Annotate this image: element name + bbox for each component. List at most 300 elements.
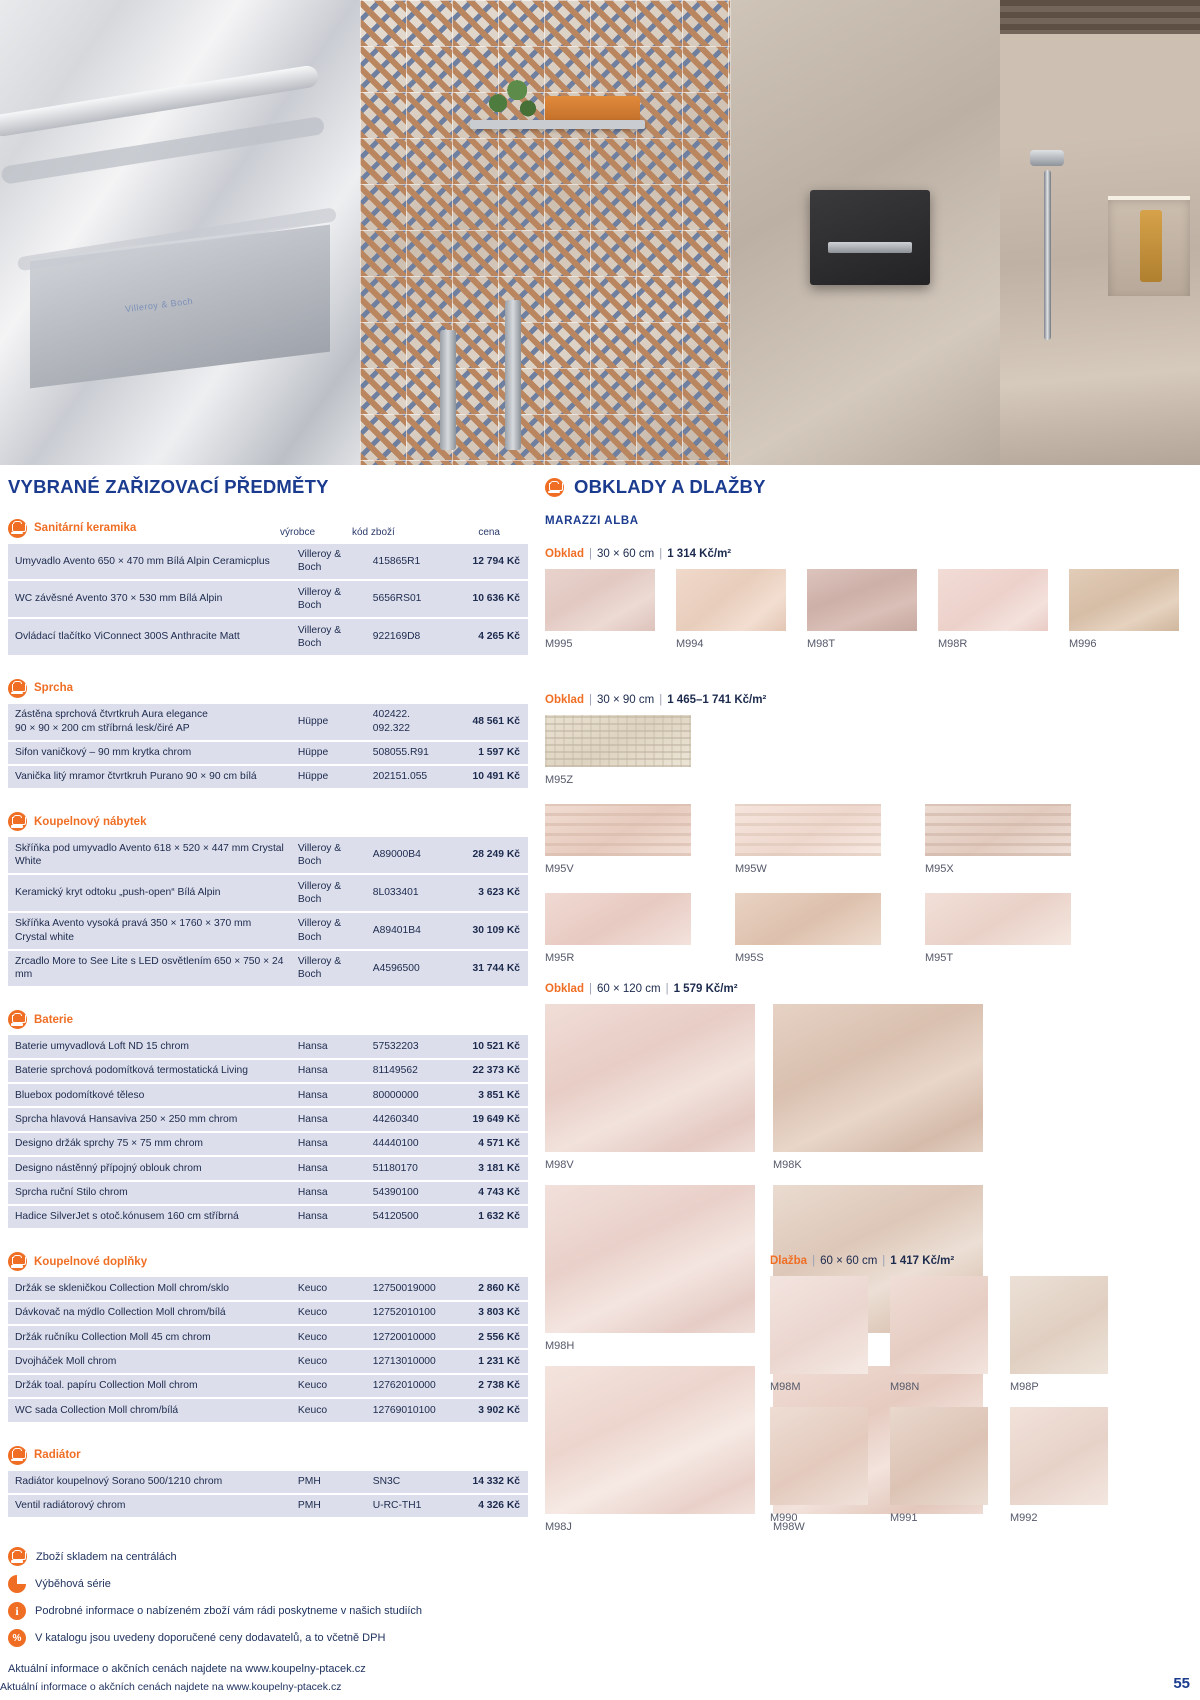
tile-swatch xyxy=(545,893,691,945)
cell-cena: 28 249 Kč xyxy=(449,837,528,873)
left-column xyxy=(8,478,528,1675)
cell-kod: 202151.055 xyxy=(366,766,449,788)
cell-vyrobce: PMH xyxy=(291,1495,366,1517)
cell-name: Ventil radiátorový chrom xyxy=(8,1495,291,1517)
shower-head xyxy=(1030,150,1064,166)
tile-code: M98H xyxy=(545,1340,575,1352)
cell-cena: 3 181 Kč xyxy=(449,1157,528,1179)
tile-swatch xyxy=(545,569,655,631)
tile-group-header xyxy=(545,548,1193,560)
tile-swatch xyxy=(1010,1276,1108,1374)
tile-item[interactable] xyxy=(770,1276,868,1393)
tile-swatch xyxy=(735,893,881,945)
cell-name: Vanička litý mramor čtvrtkruh Purano 90 × 90 cm bílá xyxy=(8,766,291,788)
cell-cena: 1 632 Kč xyxy=(449,1206,528,1228)
ceiling-stripe xyxy=(1000,0,1200,34)
tile-item[interactable] xyxy=(545,569,655,650)
category-header xyxy=(8,1446,528,1465)
tile-kind: Obklad xyxy=(545,548,584,560)
cell-cena: 22 373 Kč xyxy=(449,1060,528,1082)
cell-kod: 415865R1 xyxy=(366,544,449,580)
tile-item[interactable] xyxy=(925,804,1071,875)
cart-icon xyxy=(8,812,27,831)
cell-vyrobce: Keuco xyxy=(291,1302,366,1324)
cell-name: Dávkovač na mýdlo Collection Moll chrom/bílá xyxy=(8,1302,291,1324)
plant-decor xyxy=(480,72,540,124)
cell-cena: 3 623 Kč xyxy=(449,875,528,911)
table-row[interactable] xyxy=(8,1326,528,1348)
tiles-title: OBKLADY A DLAŽBY xyxy=(574,476,766,498)
cell-cena: 2 738 Kč xyxy=(449,1375,528,1397)
bottle-decor xyxy=(1140,210,1162,282)
tile-item[interactable] xyxy=(938,569,1048,650)
tile-kind: Obklad xyxy=(545,983,584,995)
cell-name: Držák se skleničkou Collection Moll chrom/sklo xyxy=(8,1277,291,1299)
legend xyxy=(8,1547,528,1647)
cart-icon xyxy=(8,1252,27,1271)
cell-vyrobce: Hansa xyxy=(291,1133,366,1155)
cell-cena: 10 636 Kč xyxy=(449,581,528,617)
tile-item[interactable] xyxy=(735,893,881,964)
tile-price: 1 579 Kč/m² xyxy=(673,983,738,995)
cell-name: Držák ručníku Collection Moll 45 cm chrom xyxy=(8,1326,291,1348)
tile-code: M95S xyxy=(735,952,764,964)
cell-cena: 31 744 Kč xyxy=(449,951,528,987)
tile-swatch xyxy=(545,1004,755,1152)
page-title: VYBRANÉ ZAŘIZOVACÍ PŘEDMĚTY xyxy=(8,476,329,497)
category-title: Baterie xyxy=(34,1013,73,1026)
tile-item[interactable] xyxy=(1069,569,1179,650)
table-row[interactable] xyxy=(8,1035,528,1057)
cell-cena: 4 571 Kč xyxy=(449,1133,528,1155)
cell-cena: 4 743 Kč xyxy=(449,1182,528,1204)
cell-vyrobce: Villeroy & Boch xyxy=(291,581,366,617)
column-header-cena: cena xyxy=(478,526,500,538)
cart-icon xyxy=(8,519,27,538)
table-row[interactable] xyxy=(8,1399,528,1421)
cell-name: Ovládací tlačítko ViConnect 300S Anthracite Matt xyxy=(8,619,291,655)
cart-icon xyxy=(545,478,564,497)
tile-item[interactable] xyxy=(545,1004,755,1171)
tile-item[interactable] xyxy=(925,893,1071,964)
cell-name: Radiátor koupelnový Sorano 500/1210 chrom xyxy=(8,1471,291,1493)
cell-cena: 12 794 Kč xyxy=(449,544,528,580)
table-row[interactable] xyxy=(8,766,528,788)
tile-code: M98K xyxy=(773,1159,802,1171)
cell-cena: 1 597 Kč xyxy=(449,742,528,764)
cell-kod: 81149562 xyxy=(366,1060,449,1082)
cell-kod: A89000B4 xyxy=(366,837,449,873)
cell-name: Sifon vaničkový – 90 mm krytka chrom xyxy=(8,742,291,764)
tile-swatch xyxy=(925,893,1071,945)
cell-kod: 402422. 092.322 xyxy=(366,704,449,740)
tile-code: M995 xyxy=(545,638,573,650)
tile-swatch xyxy=(770,1407,868,1505)
table-row[interactable] xyxy=(8,544,528,580)
cell-cena: 14 332 Kč xyxy=(449,1471,528,1493)
table-row[interactable] xyxy=(8,581,528,617)
table-row[interactable] xyxy=(8,913,528,949)
tile-code: M98N xyxy=(890,1381,920,1393)
cell-kod: SN3C xyxy=(366,1471,449,1493)
table-row[interactable] xyxy=(8,1495,528,1517)
separator: | xyxy=(812,1255,816,1267)
cell-vyrobce: PMH xyxy=(291,1471,366,1493)
cell-kod: 922169D8 xyxy=(366,619,449,655)
cell-vyrobce: Villeroy & Boch xyxy=(291,544,366,580)
cell-vyrobce: Keuco xyxy=(291,1350,366,1372)
cell-name: Umyvadlo Avento 650 × 470 mm Bílá Alpin Ceramicplus xyxy=(8,544,291,580)
cell-name: Baterie umyvadlová Loft ND 15 chrom xyxy=(8,1035,291,1057)
column-header-vyrobce: výrobce xyxy=(280,526,316,538)
tile-item[interactable] xyxy=(545,804,691,875)
product-table xyxy=(8,542,528,657)
category-header xyxy=(8,679,528,698)
category-title: Sanitární keramika xyxy=(34,522,137,534)
cell-cena: 2 860 Kč xyxy=(449,1277,528,1299)
cell-name: Sprcha hlavová Hansaviva 250 × 250 mm chrom xyxy=(8,1108,291,1130)
tile-item[interactable] xyxy=(773,1004,983,1171)
tile-code: M98R xyxy=(938,638,968,650)
cell-kod: 57532203 xyxy=(366,1035,449,1057)
cell-kod: U-RC-TH1 xyxy=(366,1495,449,1517)
table-row[interactable] xyxy=(8,1302,528,1324)
tile-code: M996 xyxy=(1069,638,1097,650)
tile-code: M95X xyxy=(925,863,954,875)
tile-code: M98J xyxy=(545,1521,572,1533)
separator: | xyxy=(665,983,669,995)
tile-item[interactable] xyxy=(1010,1276,1108,1393)
cell-vyrobce: Hansa xyxy=(291,1206,366,1228)
tile-group-30x90 xyxy=(545,694,1193,964)
tile-row xyxy=(545,893,1193,964)
cell-kod: 44260340 xyxy=(366,1108,449,1130)
category-header xyxy=(8,1252,528,1271)
table-row[interactable] xyxy=(8,1084,528,1106)
tile-price: 1 465–1 741 Kč/m² xyxy=(667,694,767,706)
tile-item[interactable] xyxy=(545,1366,755,1533)
separator: | xyxy=(588,548,592,560)
tile-price: 1 314 Kč/m² xyxy=(667,548,732,560)
tile-row xyxy=(770,1276,1200,1393)
tile-size: 60 × 120 cm xyxy=(596,983,661,995)
right-column xyxy=(545,478,1193,527)
category-title: Sprcha xyxy=(34,682,73,695)
tile-swatch xyxy=(773,1004,983,1152)
cell-name: Skříňka pod umyvadlo Avento 618 × 520 × 447 mm Crystal White xyxy=(8,837,291,873)
table-row[interactable] xyxy=(8,1108,528,1130)
percent-icon xyxy=(8,1629,26,1647)
info-icon xyxy=(8,1602,26,1620)
tile-group-header xyxy=(770,1255,1200,1267)
shelf xyxy=(470,120,645,129)
product-table xyxy=(8,702,528,791)
bathroom-drawer-photo xyxy=(0,0,360,465)
tile-swatch xyxy=(770,1276,868,1374)
cart-icon xyxy=(8,679,27,698)
cabinet-handle xyxy=(440,330,456,450)
tile-swatch xyxy=(938,569,1048,631)
tile-row xyxy=(770,1407,1200,1524)
separator: | xyxy=(588,694,592,706)
cell-vyrobce: Hüppe xyxy=(291,742,366,764)
tile-row xyxy=(545,715,1193,786)
category-title: Koupelnový nábytek xyxy=(34,815,147,828)
cell-cena: 10 521 Kč xyxy=(449,1035,528,1057)
table-row[interactable] xyxy=(8,742,528,764)
shower-niche-photo xyxy=(1000,0,1200,465)
cell-name: Designo držák sprchy 75 × 75 mm chrom xyxy=(8,1133,291,1155)
legend-item xyxy=(8,1629,528,1647)
cell-vyrobce: Villeroy & Boch xyxy=(291,913,366,949)
tile-item[interactable] xyxy=(890,1276,988,1393)
tile-item[interactable] xyxy=(545,715,691,786)
category-header xyxy=(8,1010,528,1029)
tile-swatch xyxy=(890,1276,988,1374)
cell-cena: 1 231 Kč xyxy=(449,1350,528,1372)
tile-group-30x60 xyxy=(545,548,1193,650)
separator: | xyxy=(588,983,592,995)
tile-swatch xyxy=(545,715,691,767)
cell-kod: 12752010100 xyxy=(366,1302,449,1324)
cell-vyrobce: Hansa xyxy=(291,1182,366,1204)
tile-swatch xyxy=(807,569,917,631)
tile-code: M98T xyxy=(807,638,836,650)
legend-item xyxy=(8,1575,528,1593)
legend-text: Podrobné informace o nabízeném zboží vám rádi poskytneme v našich studiích xyxy=(35,1605,423,1618)
legend-text: Zboží skladem na centrálách xyxy=(36,1550,177,1563)
table-row[interactable] xyxy=(8,1060,528,1082)
footnote: Aktuální informace o akčních cenách najdete na www.koupelny-ptacek.cz xyxy=(8,1663,366,1676)
tile-swatch xyxy=(925,804,1071,856)
cell-vyrobce: Keuco xyxy=(291,1375,366,1397)
cell-vyrobce: Keuco xyxy=(291,1277,366,1299)
cabinet-handle-2 xyxy=(505,300,521,450)
tile-code: M95Z xyxy=(545,774,574,786)
tile-row xyxy=(545,1004,1193,1171)
tile-group-header xyxy=(545,694,1193,706)
cell-vyrobce: Villeroy & Boch xyxy=(291,951,366,987)
cell-name: Sprcha ruční Stilo chrom xyxy=(8,1182,291,1204)
tile-code: M95V xyxy=(545,863,574,875)
cell-kod: 12750019000 xyxy=(366,1277,449,1299)
cell-kod: 44440100 xyxy=(366,1133,449,1155)
tile-kind: Dlažba xyxy=(770,1255,808,1267)
table-row[interactable] xyxy=(8,1471,528,1493)
cell-vyrobce: Hüppe xyxy=(291,766,366,788)
tile-group-header xyxy=(545,983,1193,995)
photo-band xyxy=(0,0,1200,465)
cell-kod: 508055.R91 xyxy=(366,742,449,764)
tile-swatch xyxy=(545,804,691,856)
table-row[interactable] xyxy=(8,1133,528,1155)
cell-cena: 4 265 Kč xyxy=(449,619,528,655)
cell-name: Bluebox podomítkové těleso xyxy=(8,1084,291,1106)
cell-name: Baterie sprchová podomítková termostatická Living xyxy=(8,1060,291,1082)
cell-vyrobce: Hansa xyxy=(291,1060,366,1082)
separator: | xyxy=(882,1255,886,1267)
photo-seam xyxy=(730,0,731,465)
legend-item xyxy=(8,1547,528,1566)
tile-code: M98M xyxy=(770,1381,801,1393)
tile-swatch xyxy=(890,1407,988,1505)
cell-vyrobce: Hüppe xyxy=(291,704,366,740)
cell-vyrobce: Keuco xyxy=(291,1326,366,1348)
tile-size: 30 × 90 cm xyxy=(596,694,655,706)
column-header-kod: kód zboží xyxy=(352,526,395,538)
cell-cena: 19 649 Kč xyxy=(449,1108,528,1130)
cell-kod: 12713010000 xyxy=(366,1350,449,1372)
cell-vyrobce: Hansa xyxy=(291,1084,366,1106)
cell-name: Zrcadlo More to See Lite s LED osvětlením 650 × 750 × 24 mm xyxy=(8,951,291,987)
cart-icon xyxy=(8,1547,27,1566)
cell-kod: 5656RS01 xyxy=(366,581,449,617)
towel-decor xyxy=(545,96,640,122)
tiles-title-row xyxy=(545,478,1193,497)
flush-plate xyxy=(810,190,930,285)
cell-kod: 12720010000 xyxy=(366,1326,449,1348)
table-row[interactable] xyxy=(8,951,528,987)
cell-vyrobce: Hansa xyxy=(291,1108,366,1130)
tile-item[interactable] xyxy=(735,804,881,875)
cell-vyrobce: Keuco xyxy=(291,1399,366,1421)
table-row[interactable] xyxy=(8,619,528,655)
cell-kod: 80000000 xyxy=(366,1084,449,1106)
tile-swatch xyxy=(1010,1407,1108,1505)
tile-item[interactable] xyxy=(807,569,917,650)
cell-cena: 3 803 Kč xyxy=(449,1302,528,1324)
separator: | xyxy=(659,694,663,706)
cell-kod: 12762010000 xyxy=(366,1375,449,1397)
cell-vyrobce: Villeroy & Boch xyxy=(291,837,366,873)
category-header xyxy=(8,519,528,538)
cell-name: Hadice SilverJet s otoč.kónusem 160 cm stříbrná xyxy=(8,1206,291,1228)
cell-name: Dvojháček Moll chrom xyxy=(8,1350,291,1372)
cell-cena: 2 556 Kč xyxy=(449,1326,528,1348)
tile-size: 60 × 60 cm xyxy=(820,1255,878,1267)
flush-plate-photo xyxy=(730,0,1000,465)
cell-kod: 51180170 xyxy=(366,1157,449,1179)
tile-row xyxy=(545,804,1193,875)
cell-vyrobce: Villeroy & Boch xyxy=(291,875,366,911)
cell-name: WC závěsné Avento 370 × 530 mm Bílá Alpin xyxy=(8,581,291,617)
pie-icon xyxy=(8,1575,26,1593)
cart-icon xyxy=(8,1010,27,1029)
table-row[interactable] xyxy=(8,1182,528,1204)
category-title: Koupelnové doplňky xyxy=(34,1255,148,1268)
cell-kod: 54390100 xyxy=(366,1182,449,1204)
cell-kod: 54120500 xyxy=(366,1206,449,1228)
drawer-brand-label: Villeroy & Boch xyxy=(124,295,194,315)
tile-item[interactable] xyxy=(545,1185,755,1352)
cell-cena: 3 902 Kč xyxy=(449,1399,528,1421)
tile-code: M95T xyxy=(925,952,954,964)
legend-text: V katalogu jsou uvedeny doporučené ceny dodavatelů, a to včetně DPH xyxy=(35,1632,386,1645)
table-row[interactable] xyxy=(8,1375,528,1397)
tile-pattern xyxy=(360,0,730,465)
cell-cena: 3 851 Kč xyxy=(449,1084,528,1106)
cell-kod: 12769010100 xyxy=(366,1399,449,1421)
led-strip xyxy=(1108,196,1190,200)
patterned-tile-wall-photo xyxy=(360,0,730,465)
tile-group-60x60 xyxy=(770,1255,1200,1524)
table-row[interactable] xyxy=(8,1277,528,1299)
tile-swatch xyxy=(676,569,786,631)
cell-name: Skříňka Avento vysoká pravá 350 × 1760 × 370 mm Crystal white xyxy=(8,913,291,949)
cell-name: Designo nástěnný přípojný oblouk chrom xyxy=(8,1157,291,1179)
tile-item[interactable] xyxy=(890,1407,988,1524)
cell-name: Držák toal. papíru Collection Moll chrom xyxy=(8,1375,291,1397)
tile-code: M95W xyxy=(735,863,767,875)
cell-cena: 48 561 Kč xyxy=(449,704,528,740)
tile-item[interactable] xyxy=(1010,1407,1108,1524)
product-table xyxy=(8,835,528,988)
table-row[interactable] xyxy=(8,704,528,740)
tile-price: 1 417 Kč/m² xyxy=(890,1255,955,1267)
cell-kod: 8L033401 xyxy=(366,875,449,911)
tile-kind: Obklad xyxy=(545,694,584,706)
cell-cena: 30 109 Kč xyxy=(449,913,528,949)
tile-code: M98P xyxy=(1010,1381,1039,1393)
cell-kod: A4596500 xyxy=(366,951,449,987)
cart-icon xyxy=(8,1446,27,1465)
legend-text: Výběhová série xyxy=(35,1578,111,1591)
separator: | xyxy=(659,548,663,560)
page-number: 55 xyxy=(1173,1675,1190,1692)
tile-item[interactable] xyxy=(770,1407,868,1524)
category-header xyxy=(8,812,528,831)
product-sections xyxy=(8,519,528,1520)
cell-vyrobce: Villeroy & Boch xyxy=(291,619,366,655)
tile-item[interactable] xyxy=(676,569,786,650)
product-table xyxy=(8,1033,528,1230)
cell-kod: A89401B4 xyxy=(366,913,449,949)
cell-vyrobce: Hansa xyxy=(291,1035,366,1057)
product-table xyxy=(8,1275,528,1423)
tile-code: M992 xyxy=(1010,1512,1038,1524)
tile-code: M994 xyxy=(676,638,704,650)
cell-name: Keramický kryt odtoku „push-open“ Bílá Alpin xyxy=(8,875,291,911)
table-row[interactable] xyxy=(8,837,528,873)
cell-name: Zástěna sprchová čtvrtkruh Aura elegance 90 × 90 × 200 cm stříbrná lesk/čiré AP xyxy=(8,704,291,740)
table-row[interactable] xyxy=(8,1350,528,1372)
tile-code: M990 xyxy=(770,1512,798,1524)
tile-swatch xyxy=(1069,569,1179,631)
tile-size: 30 × 60 cm xyxy=(596,548,655,560)
tile-code: M98W xyxy=(773,1521,805,1533)
tile-swatch xyxy=(545,1366,755,1514)
cell-cena: 4 326 Kč xyxy=(449,1495,528,1517)
tile-swatch xyxy=(545,1185,755,1333)
tile-code: M991 xyxy=(890,1512,918,1524)
shower-hose xyxy=(1044,170,1051,340)
tile-code: M98V xyxy=(545,1159,574,1171)
category-title: Radiátor xyxy=(34,1449,81,1461)
tile-code: M95R xyxy=(545,952,575,964)
product-table xyxy=(8,1469,528,1520)
tile-item[interactable] xyxy=(545,893,691,964)
table-row[interactable] xyxy=(8,875,528,911)
tile-brand: MARAZZI ALBA xyxy=(545,515,639,527)
table-row[interactable] xyxy=(8,1157,528,1179)
table-row[interactable] xyxy=(8,1206,528,1228)
legend-item xyxy=(8,1602,528,1620)
bottom-url: Aktuální informace o akčních cenách najdete na www.koupelny-ptacek.cz xyxy=(0,1681,342,1693)
cell-cena: 10 491 Kč xyxy=(449,766,528,788)
cell-name: WC sada Collection Moll chrom/bílá xyxy=(8,1399,291,1421)
tile-row xyxy=(545,569,1193,650)
cell-vyrobce: Hansa xyxy=(291,1157,366,1179)
